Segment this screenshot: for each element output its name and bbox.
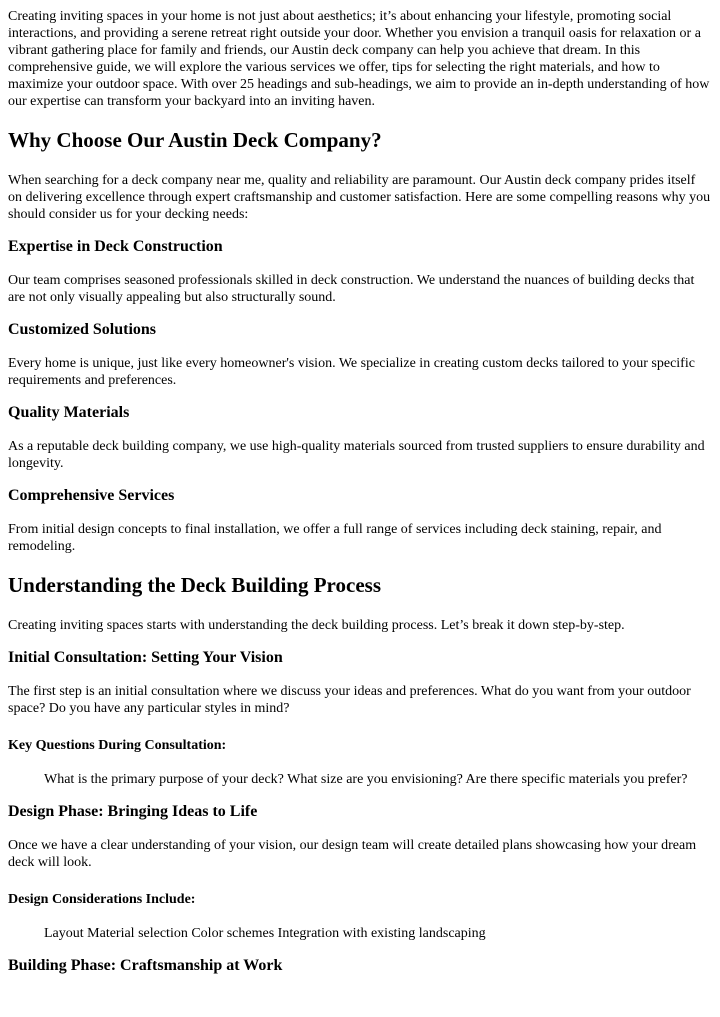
quality-materials-heading: Quality Materials <box>8 404 130 421</box>
customized-paragraph: Every home is unique, just like every homeowner's vision. We specialize in creating custom decks tailored to your specific requirements and preferences. <box>8 356 695 388</box>
customized-heading: Customized Solutions <box>8 321 157 338</box>
why-choose-paragraph: When searching for a deck company near me, quality and reliability are paramount. Our Austin deck company prides itself on delivering excellence through expert craftsmanship and customer satisfaction. Here are some compelling reasons why you should consider us for your decking needs: <box>8 173 711 222</box>
design-phase-paragraph: Once we have a clear understanding of your vision, our design team will create detailed plans showcasing how your dream deck will look. <box>8 838 697 870</box>
process-heading: Understanding the Deck Building Process <box>8 573 381 597</box>
why-choose-heading: Why Choose Our Austin Deck Company? <box>8 128 382 152</box>
process-paragraph: Creating inviting spaces starts with understanding the deck building process. Let’s break it down step-by-step. <box>8 618 625 633</box>
quality-materials-paragraph: As a reputable deck building company, we use high-quality materials sourced from trusted suppliers to ensure durability and longevity. <box>8 439 705 471</box>
consultation-heading: Initial Consultation: Setting Your Vision <box>8 649 283 666</box>
comprehensive-services-paragraph: From initial design concepts to final installation, we offer a full range of services including deck staining, repair, and remodeling. <box>8 522 662 554</box>
intro-paragraph: Creating inviting spaces in your home is not just about aesthetics; it’s about enhancing your lifestyle, promoting social interactions, and providing a serene retreat right outside your door. Whether you envision a tranquil oasis for relaxation or a vibrant gathering place for family and friends, our Austin deck company can help you achieve that dream. In this comprehensive guide, we will explore the various services we offer, tips for selecting the right materials, and how to maximize your outdoor space. With over 25 headings and sub-headings, we aim to provide an in-depth understanding of how our expertise can transform your backyard into an inviting haven. <box>8 9 710 109</box>
design-phase-heading: Design Phase: Bringing Ideas to Life <box>8 803 258 820</box>
design-considerations-quote: Layout Material selection Color schemes Integration with existing landscaping <box>44 926 486 941</box>
comprehensive-services-heading: Comprehensive Services <box>8 487 175 504</box>
expertise-paragraph: Our team comprises seasoned professionals skilled in deck construction. We understand the nuances of building decks that are not only visually appealing but also structurally sound. <box>8 273 695 305</box>
building-phase-heading: Building Phase: Craftsmanship at Work <box>8 957 283 974</box>
design-considerations-heading: Design Considerations Include: <box>8 892 196 907</box>
key-questions-quote: What is the primary purpose of your deck? What size are you envisioning? Are there specific materials you prefer? <box>44 772 688 787</box>
consultation-paragraph: The first step is an initial consultation where we discuss your ideas and preferences. What do you want from your outdoor space? Do you have any particular styles in mind? <box>8 684 691 716</box>
expertise-heading: Expertise in Deck Construction <box>8 238 223 255</box>
key-questions-heading: Key Questions During Consultation: <box>8 738 227 753</box>
